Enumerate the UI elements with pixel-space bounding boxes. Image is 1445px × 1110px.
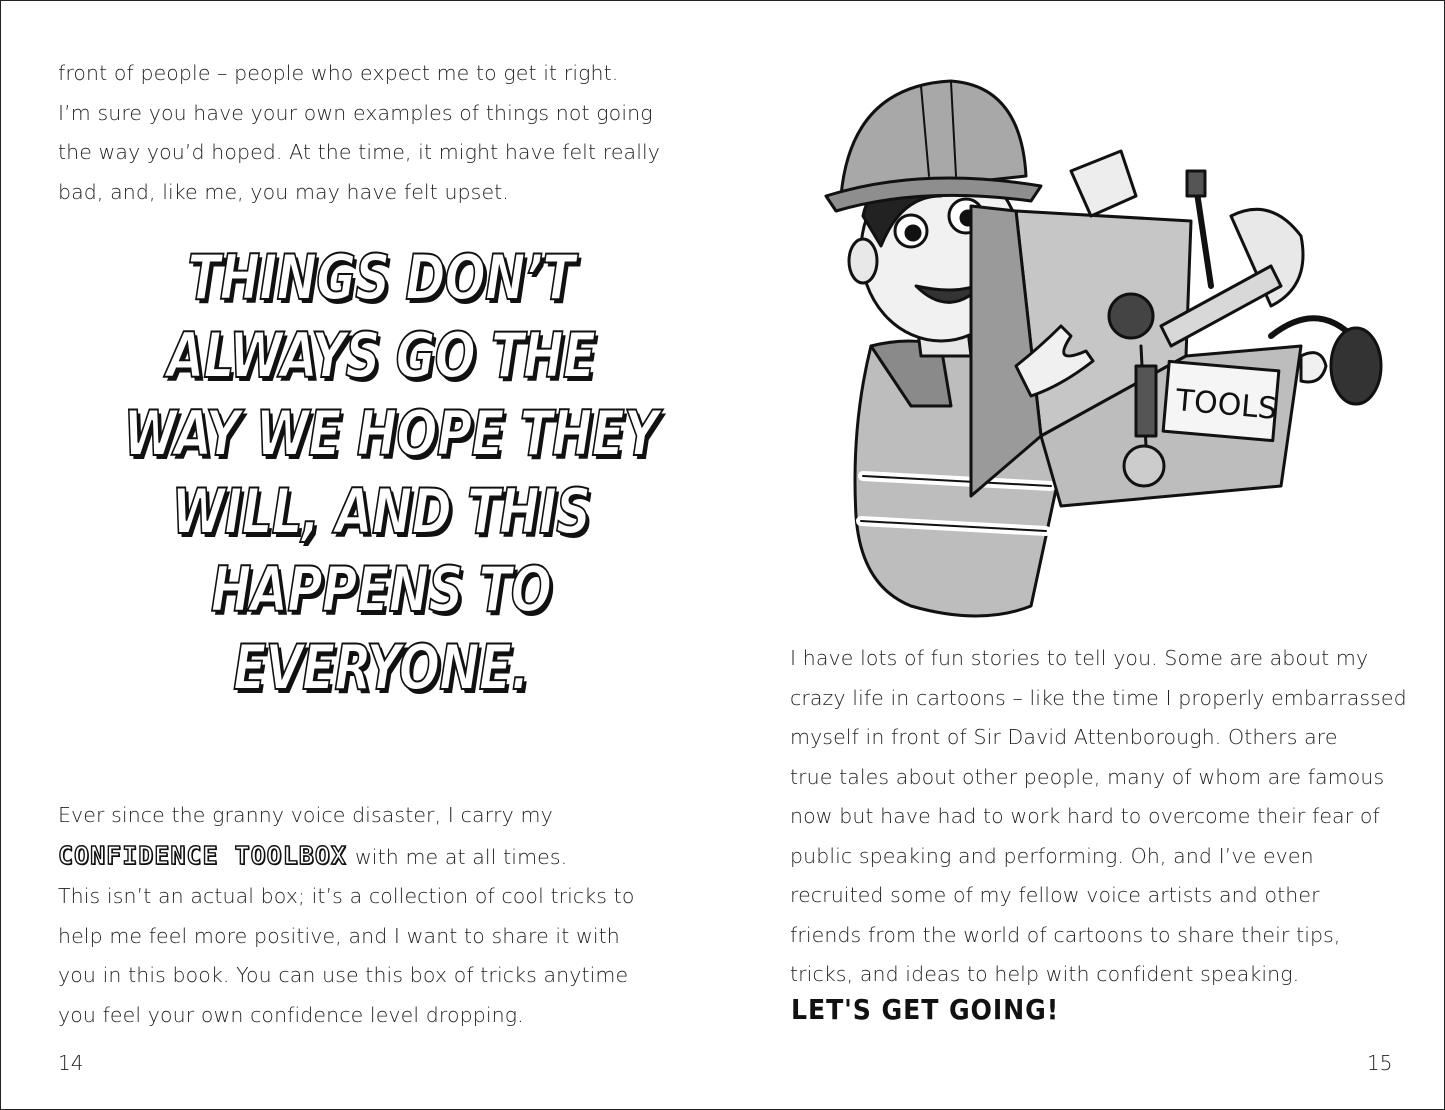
paragraph-line: help me feel more positive, and I want to share it with xyxy=(58,923,620,948)
pull-quote-line: ALWAYS GO THE xyxy=(166,319,596,392)
paragraph-text: with me at all times. xyxy=(354,844,568,869)
pull-quote xyxy=(51,239,711,707)
paragraph-line: I have lots of fun stories to tell you. Some are about my xyxy=(790,646,1369,670)
right-paragraph xyxy=(790,639,1407,995)
paragraph-line: friends from the world of cartoons to share their tips, xyxy=(790,922,1341,947)
page-number-right: 15 xyxy=(1367,1051,1393,1075)
paragraph-line: front of people – people who expect me to get it right. xyxy=(58,61,619,85)
paragraph-line: recruited some of my fellow voice artists and other xyxy=(790,883,1320,907)
lets-get-going-heading: LET'S GET GOING! xyxy=(791,993,1060,1026)
paragraph-line: myself in front of Sir David Attenborough. Others are xyxy=(790,725,1338,749)
left-bottom-paragraph xyxy=(58,796,634,1035)
pull-quote-line: WILL, AND THIS xyxy=(171,475,591,548)
paragraph-line: public speaking and performing. Oh, and I’ve even xyxy=(790,843,1314,868)
paragraph-line: Ever since the granny voice disaster, I carry my xyxy=(58,803,553,827)
pull-quote-line: THINGS DON’T xyxy=(187,241,575,314)
confidence-toolbox-label: CONFIDENCE TOOLBOX xyxy=(58,840,347,870)
pull-quote-line: HAPPENS TO xyxy=(210,553,552,626)
paragraph-line: you feel your own confidence level dropping. xyxy=(58,1002,524,1027)
paragraph-line: This isn’t an actual box; it’s a collection of cool tricks to xyxy=(58,884,635,908)
paragraph-line: I’m sure you have your own examples of things not going xyxy=(58,100,653,125)
paragraph-line: you in this book. You can use this box of tricks anytime xyxy=(58,963,629,987)
paragraph-line: now but have had to work hard to overcome their fear of xyxy=(790,804,1380,828)
paragraph-line xyxy=(58,836,634,878)
worker-with-toolbox-illustration xyxy=(801,46,1421,626)
pull-quote-line: EVERYONE. xyxy=(233,631,529,704)
paragraph-line: tricks, and ideas to help with confident speaking. xyxy=(790,962,1300,986)
tools-label: TOOLS xyxy=(1174,383,1279,427)
paragraph-line: true tales about other people, many of whom are famous xyxy=(790,764,1385,789)
paragraph-line: crazy life in cartoons – like the time I properly embarrassed xyxy=(790,685,1407,710)
paragraph-line: bad, and, like me, you may have felt upset. xyxy=(58,179,509,204)
pull-quote-line: WAY WE HOPE THEY xyxy=(123,397,659,470)
page-number-left: 14 xyxy=(58,1051,84,1075)
left-top-paragraph xyxy=(58,54,660,212)
paragraph-line: the way you’d hoped. At the time, it might have felt really xyxy=(58,140,661,164)
